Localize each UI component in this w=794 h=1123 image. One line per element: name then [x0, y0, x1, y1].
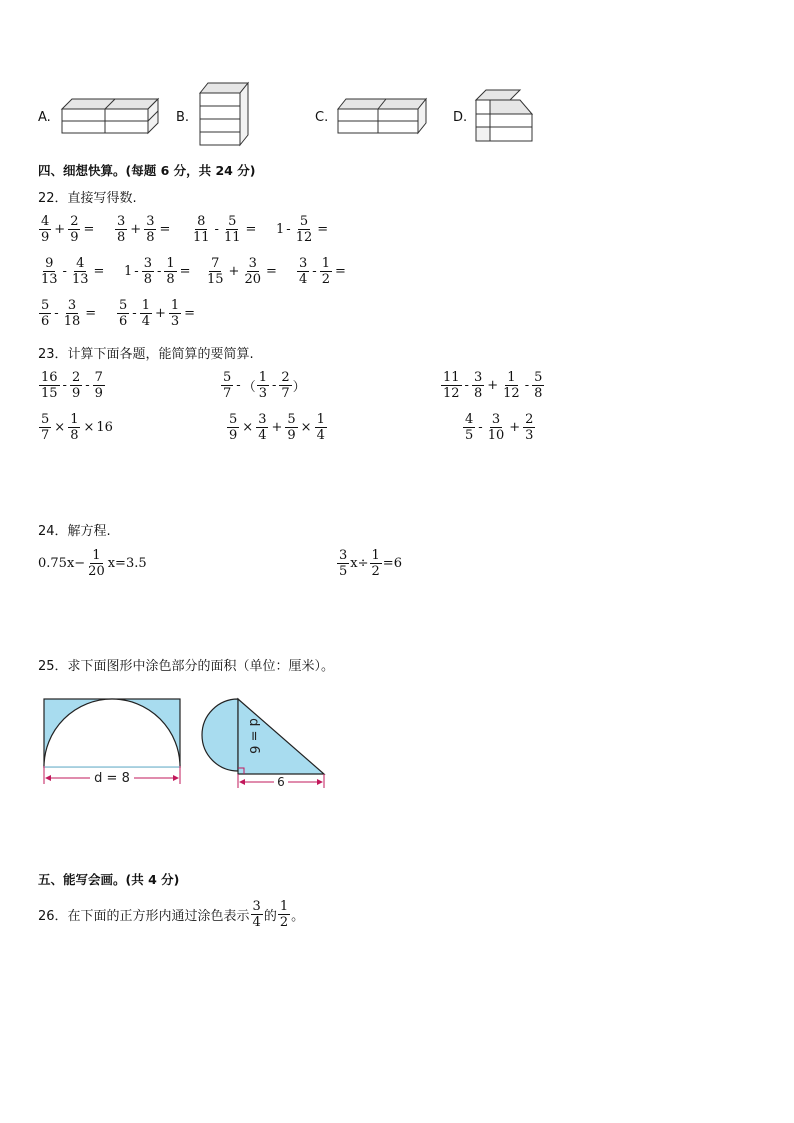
q23-expr-1: 16 15 - 2 9 - 7 9 — [41, 370, 103, 401]
q26-text: 26．在下面的正方形内通过涂色表示 3 4 的 1 2 。 — [38, 899, 305, 930]
option-c-label: C. — [315, 110, 329, 125]
option-d-figure — [474, 88, 536, 146]
q24-equation-2: 3 5 x÷ $\frac{1}{2}$ =6 — [339, 548, 402, 579]
q23-expr-3: 11 12 - 3 8 + $\frac{1}{12}$ - 5 8 — [443, 370, 543, 401]
q22-expr-10: 5 6 - 1 4 + $\frac{1}{3}$ = — [119, 298, 196, 329]
option-b-figure — [198, 81, 250, 149]
option-c-figure — [336, 95, 428, 139]
option-a-label: A. — [38, 110, 51, 125]
q22-expr-2: 3 8 + $\frac{3}{8}$ = — [117, 214, 171, 245]
figure-2-base-label: 6 — [277, 775, 285, 789]
q22-expr-7: 7 15 + $\frac{3}{20}$ = — [207, 256, 277, 287]
q23-expr-6: 4 5 - 3 10 + $\frac{2}{3}$ — [465, 412, 534, 443]
q24-equation-1: 0.75x− $\frac{1}{20}$ x=3.5 — [38, 548, 147, 579]
q22-expr-9: 5 6 - $\frac{3}{18}$ = — [41, 298, 97, 329]
q22-expr-3: 8 11 - $\frac{5}{11}$ = — [193, 214, 257, 245]
section-4-title: 四、细想快算。(每题 6 分，共 24 分) — [38, 163, 256, 178]
q23-expr-5: $\frac{5}{9}$ × $\frac{3}{4}$ + $\frac{5}{9}$ × $\frac{1}{4}$ — [229, 412, 325, 443]
option-a-figure — [60, 95, 160, 139]
q25-figures — [38, 690, 338, 800]
q22-label: 22．直接写得数. — [38, 191, 137, 206]
q22-expr-6: 1 - 3 8 - $\frac{1}{8}$ = — [124, 256, 191, 287]
figure-2-semicircle-triangle — [202, 699, 324, 789]
section-5-title: 五、能写会画。(共 4 分) — [38, 872, 180, 887]
q22-expr-8: 3 4 - $\frac{1}{2}$ = — [299, 256, 346, 287]
q22-expr-1: 4 9 + $\frac{2}{9}$ = — [41, 214, 95, 245]
q24-label: 24．解方程. — [38, 524, 111, 539]
option-d-label: D. — [453, 110, 468, 125]
q23-expr-2: 5 7 - （ 1 3 - 2 7 ） — [223, 370, 306, 401]
q23-expr-4: $\frac{5}{7}$ × $\frac{1}{8}$ × 16 — [41, 412, 113, 443]
option-b-label: B. — [176, 110, 190, 125]
q25-label: 25．求下面图形中涂色部分的面积（单位：厘米）。 — [38, 659, 335, 674]
figure-1-rect-semicircle — [44, 699, 180, 786]
figure-1-diameter-label: d = 8 — [94, 771, 130, 786]
q23-label: 23．计算下面各题，能简算的要简算. — [38, 347, 254, 362]
q22-expr-4: 1 - $\frac{5}{12}$ = — [276, 214, 329, 245]
q22-expr-5: 9 13 - $\frac{4}{13}$ = — [41, 256, 105, 287]
figure-2-diameter-label: d = 6 — [246, 718, 261, 754]
